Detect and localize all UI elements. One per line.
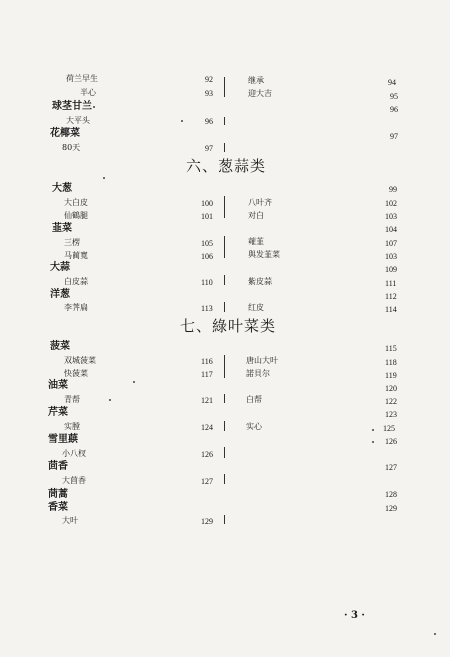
toc-entry: 唐山大叶 [246,356,278,365]
toc-category: 菠菜 [50,341,70,352]
toc-page-number: 97 [205,144,213,153]
toc-entry: 80天 [62,143,81,152]
toc-page-number: 113 [201,304,213,313]
toc-entry: 白帮 [246,395,262,404]
toc-entry: 荷兰早生 [66,74,98,83]
column-divider [224,302,225,312]
toc-entry: 李荠扁 [64,303,88,312]
toc-page-number: 95 [390,92,398,101]
column-divider [224,515,225,524]
toc-page-number: 96 [205,117,213,126]
toc-entry: 白皮蒜 [64,277,88,286]
toc-entry: 與发韮菜 [248,250,280,259]
toc-entry: 迎大吉 [248,89,272,98]
toc-page-number: 114 [385,305,397,314]
toc-page-number: 93 [205,89,213,98]
toc-category: 大葱 [52,183,72,194]
toc-page-number: 116 [201,357,213,366]
column-divider [224,143,225,152]
toc-entry: 諾貝尔 [246,369,270,378]
toc-entry: 大叶 [62,516,78,525]
toc-entry: 大茴香 [62,476,86,485]
toc-page-number: 103 [385,212,397,221]
toc-page-number: 103 [385,252,397,261]
toc-page-number: 128 [385,490,397,499]
toc-page-number: 129 [385,504,397,513]
toc-page-number: 106 [201,252,213,261]
toc-category: 大蒜 [50,262,70,273]
section-heading-leafy-greens: 七、綠叶菜类 [180,317,277,335]
toc-entry: 半心 [80,88,96,97]
toc-page-number: 127 [201,477,213,486]
scan-speck [109,399,111,401]
column-divider [224,355,225,378]
toc-page-number: 104 [385,225,397,234]
toc-page-number: 105 [201,239,213,248]
toc-entry: 小八杈 [62,449,86,458]
toc-entry: 仙鶴腿 [64,211,88,220]
toc-category: 油菜 [48,380,68,391]
toc-page-number: 99 [389,185,397,194]
toc-category: 球茎甘兰 [52,101,92,112]
toc-page-number: 120 [385,384,397,393]
toc-page-number: 109 [385,265,397,274]
toc-entry: 紫皮蒜 [248,277,272,286]
toc-entry: 蕹韮 [248,237,264,246]
toc-page-number: 115 [385,344,397,353]
toc-page-number: 112 [385,292,397,301]
scan-speck [434,633,436,635]
toc-page-number: 124 [201,423,213,432]
toc-page-number: 110 [201,278,213,287]
scan-speck [372,429,374,431]
toc-page-number: 111 [385,279,397,288]
toc-page-number: 94 [388,78,396,87]
toc-category: 花椰菜 [50,128,80,139]
toc-category: 芹菜 [48,407,68,418]
toc-page-number: 97 [390,132,398,141]
toc-page-number: 96 [390,105,398,114]
scan-speck [133,381,135,383]
column-divider [224,196,225,218]
toc-entry: 马蔺寬 [64,251,88,260]
toc-entry: 快菠菜 [64,369,88,378]
column-divider [224,421,225,431]
section-heading-scallion-garlic: 六、葱蒜类 [186,157,267,175]
column-divider [224,447,225,458]
toc-page-number: 125 [383,424,395,433]
toc-entry: 三楞 [64,238,80,247]
toc-page-number: 117 [201,370,213,379]
toc-entry: 实膛 [64,422,80,431]
scan-speck [372,441,374,443]
scan-speck [181,120,183,122]
toc-category: 茼蒿 [48,489,68,500]
toc-page-number: 119 [385,371,397,380]
toc-page-number: 102 [385,199,397,208]
column-divider [224,474,225,484]
toc-page-number: 129 [201,517,213,526]
scan-speck [103,177,105,179]
toc-page-number: 126 [385,437,397,446]
toc-page-number: 118 [385,358,397,367]
toc-page-number: 126 [201,450,213,459]
page-number: · 3 · [344,610,365,621]
column-divider [224,275,225,285]
toc-entry: 大白皮 [64,198,88,207]
toc-entry: 大平头 [66,116,90,125]
column-divider [224,236,225,258]
toc-page-number: 127 [385,463,397,472]
scan-speck [93,106,95,108]
toc-category: 香菜 [48,502,68,513]
toc-page-number: 123 [385,410,397,419]
toc-entry: 对白 [248,211,264,220]
toc-page-number: 100 [201,199,213,208]
toc-category: 洋葱 [50,289,70,300]
toc-page-number: 121 [201,396,213,405]
column-divider [224,77,225,97]
toc-entry: 继承 [248,76,264,85]
toc-entry: 八叶齐 [248,198,272,207]
toc-category: 雪里蕻 [48,434,78,445]
column-divider [224,394,225,403]
toc-page-number: 107 [385,239,397,248]
toc-page-number: 92 [205,75,213,84]
toc-category: 茴香 [48,461,68,472]
toc-entry: 双城菠菜 [64,356,96,365]
toc-entry: 实心 [246,422,262,431]
column-divider [224,117,225,125]
toc-page-number: 122 [385,397,397,406]
toc-entry: 青帮 [64,395,80,404]
toc-category: 韮菜 [52,223,72,234]
page-number-value: 3 [350,610,358,621]
toc-page-number: 101 [201,212,213,221]
toc-entry: 红皮 [248,303,264,312]
